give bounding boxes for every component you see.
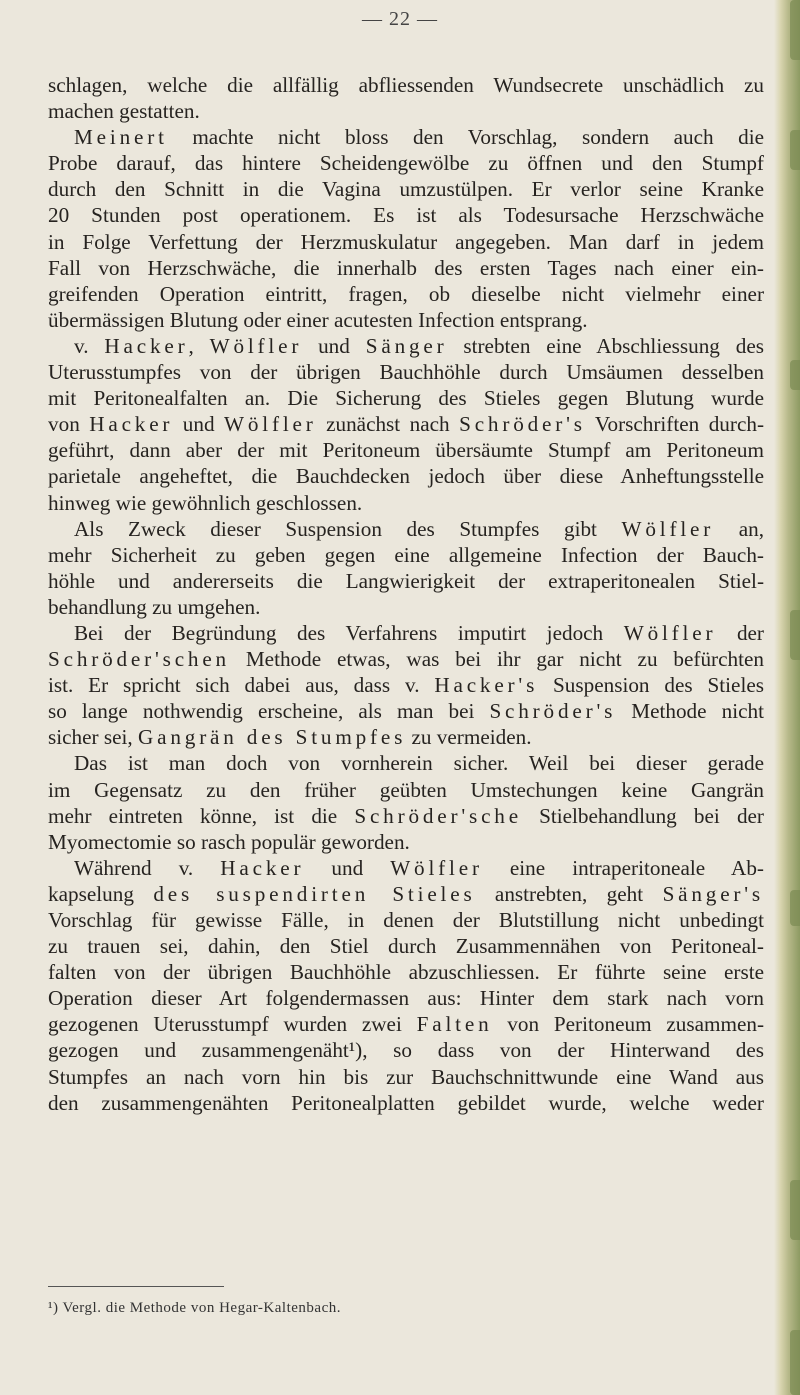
text-line: Fall von Herzschwäche, die innerhalb des ersten Tages nach einer ein- [48,255,764,280]
binding-stain [790,1180,800,1240]
emphasized-name: Schröder'schen [48,647,230,672]
text-line: Meinert machte nicht bloss den Vorschlag, sondern auch die [74,125,764,150]
text-line: behandlung zu umgehen. [48,594,261,619]
emphasized-name: Sänger [365,333,448,358]
text-line: den zusammengenähten Peritonealplatten gebildet wurde, welche weder [48,1090,764,1115]
emphasized-name: Wölfler [623,620,717,645]
text-line: 20 Stunden post operationem. Es ist als Todesursache Herzschwäche [48,203,764,228]
text-line: greifenden Operation eintritt, fragen, ob dieselbe nicht vielmehr einer [48,281,764,306]
text-line: so lange nothwendig erscheine, als man bei Schröder's Methode nicht [48,699,764,724]
binding-stain [790,610,800,660]
footnote: ¹) Vergl. die Methode von Hegar-Kaltenbach. [48,1300,341,1316]
text-line: Das ist man doch von vornherein sicher. Weil bei dieser gerade [74,751,764,776]
emphasized-name: Schröder'sche [354,803,522,828]
text-line: gezogen und zusammengenäht¹), so dass von der Hinterwand des [48,1038,764,1063]
binding-stain [790,0,800,60]
text-line: mehr Sicherheit zu geben gegen eine allgemeine Infection der Bauch- [48,542,764,567]
text-line: Während v. Hacker und Wölfler eine intraperitoneale Ab- [74,855,764,880]
text-line: übermässigen Blutung oder einer acutesten Infection entsprang. [48,307,588,332]
text-line: Myomectomie so rasch populär geworden. [48,829,410,854]
emphasized-name: Falten [416,1012,493,1037]
emphasized-name: Wölfler [390,855,483,880]
body-text [48,72,764,1116]
emphasized-name: des suspendirten Stieles [153,881,476,906]
emphasized-name: Hacker [220,855,305,880]
text-line: mehr eintreten könne, ist die Schröder'sche Stielbehandlung bei der [48,803,764,828]
text-line: Probe darauf, das hintere Scheidengewölbe zu öffnen und den Stumpf [48,151,764,176]
text-line: hinweg wie gewöhnlich geschlossen. [48,490,363,515]
text-line: parietale angeheftet, die Bauchdecken jedoch über diese Anheftungsstelle [48,464,764,489]
footnote-divider [48,1286,224,1287]
emphasized-name: Meinert [74,125,168,150]
text-line: Vorschlag für gewisse Fälle, in denen der Blutstillung nicht unbedingt [48,908,764,932]
text-line: Stumpfes an nach vorn hin bis zur Bauchschnittwunde eine Wand aus [48,1064,764,1089]
text-line: mit Peritonealfalten an. Die Sicherung des Stieles gegen Blutung wurde [48,386,764,411]
binding-stain [790,360,800,390]
text-line: ist. Er spricht sich dabei aus, dass v. Hacker's Suspension des Stieles [48,673,764,698]
text-line: sicher sei, Gangrän des Stumpfes zu vermeiden. [48,725,532,750]
emphasized-name: Schröder's [489,699,617,724]
page-binding-edge [774,0,800,1395]
text-line: Als Zweck dieser Suspension des Stumpfes gibt Wölfler an, [74,516,765,541]
text-line: zu trauen sei, dahin, den Stiel durch Zusammennähen von Peritoneal- [48,934,764,959]
text-line: Bei der Begründung des Verfahrens imputirt jedoch Wölfler der [74,620,764,645]
text-line: von Hacker und Wölfler zunächst nach Schröder's Vorschriften durch- [48,412,765,437]
text-line: v. Hacker, Wölfler und Sänger strebten eine Abschliessung des [74,333,764,358]
emphasized-name: Schröder's [459,412,586,437]
text-line: falten von der übrigen Bauchhöhle abzuschliessen. Er führte seine erste [48,960,764,985]
text-line: schlagen, welche die allfällig abfliessenden Wundsecrete unschädlich zu [48,73,764,97]
binding-stain [790,130,800,170]
binding-stain [790,1330,800,1395]
emphasized-name: Wölfler [209,333,303,358]
text-line: Operation dieser Art folgendermassen aus: Hinter dem stark nach vorn [48,986,764,1011]
emphasized-name: Hacker's [434,673,539,698]
text-line: durch den Schnitt in die Vagina umzustülpen. Er verlor seine Kranke [48,177,764,202]
text-line: Uterusstumpfes von der übrigen Bauchhöhle durch Umsäumen desselben [48,360,764,385]
text-line: kapselung des suspendirten Stieles anstrebten, geht Sänger's [48,881,764,906]
emphasized-name: Hacker [104,333,189,358]
binding-stain [790,890,800,926]
text-line: in Folge Verfettung der Herzmuskulatur angegeben. Man darf in jedem [48,229,764,254]
emphasized-name: Hacker [89,412,174,437]
text-line: gezogenen Uterusstumpf wurden zwei Falten von Peritoneum zusammen- [48,1012,765,1037]
text-line: machen gestatten. [48,99,200,124]
text-line: Schröder'schen Methode etwas, was bei ihr gar nicht zu befürchten [48,647,764,672]
text-line: geführt, dann aber der mit Peritoneum übersäumte Stumpf am Peritoneum [48,438,764,463]
emphasized-name: Gangrän des Stumpfes [138,725,407,750]
text-line: höhle und andererseits die Langwierigkeit der extraperitonealen Stiel- [48,568,764,593]
emphasized-name: Wölfler [621,516,715,541]
text-line: im Gegensatz zu den früher geübten Umstechungen keine Gangrän [48,777,764,802]
emphasized-name: Wölfler [224,412,317,437]
page-number: — 22 — [362,8,438,30]
emphasized-name: Sänger's [662,881,764,906]
